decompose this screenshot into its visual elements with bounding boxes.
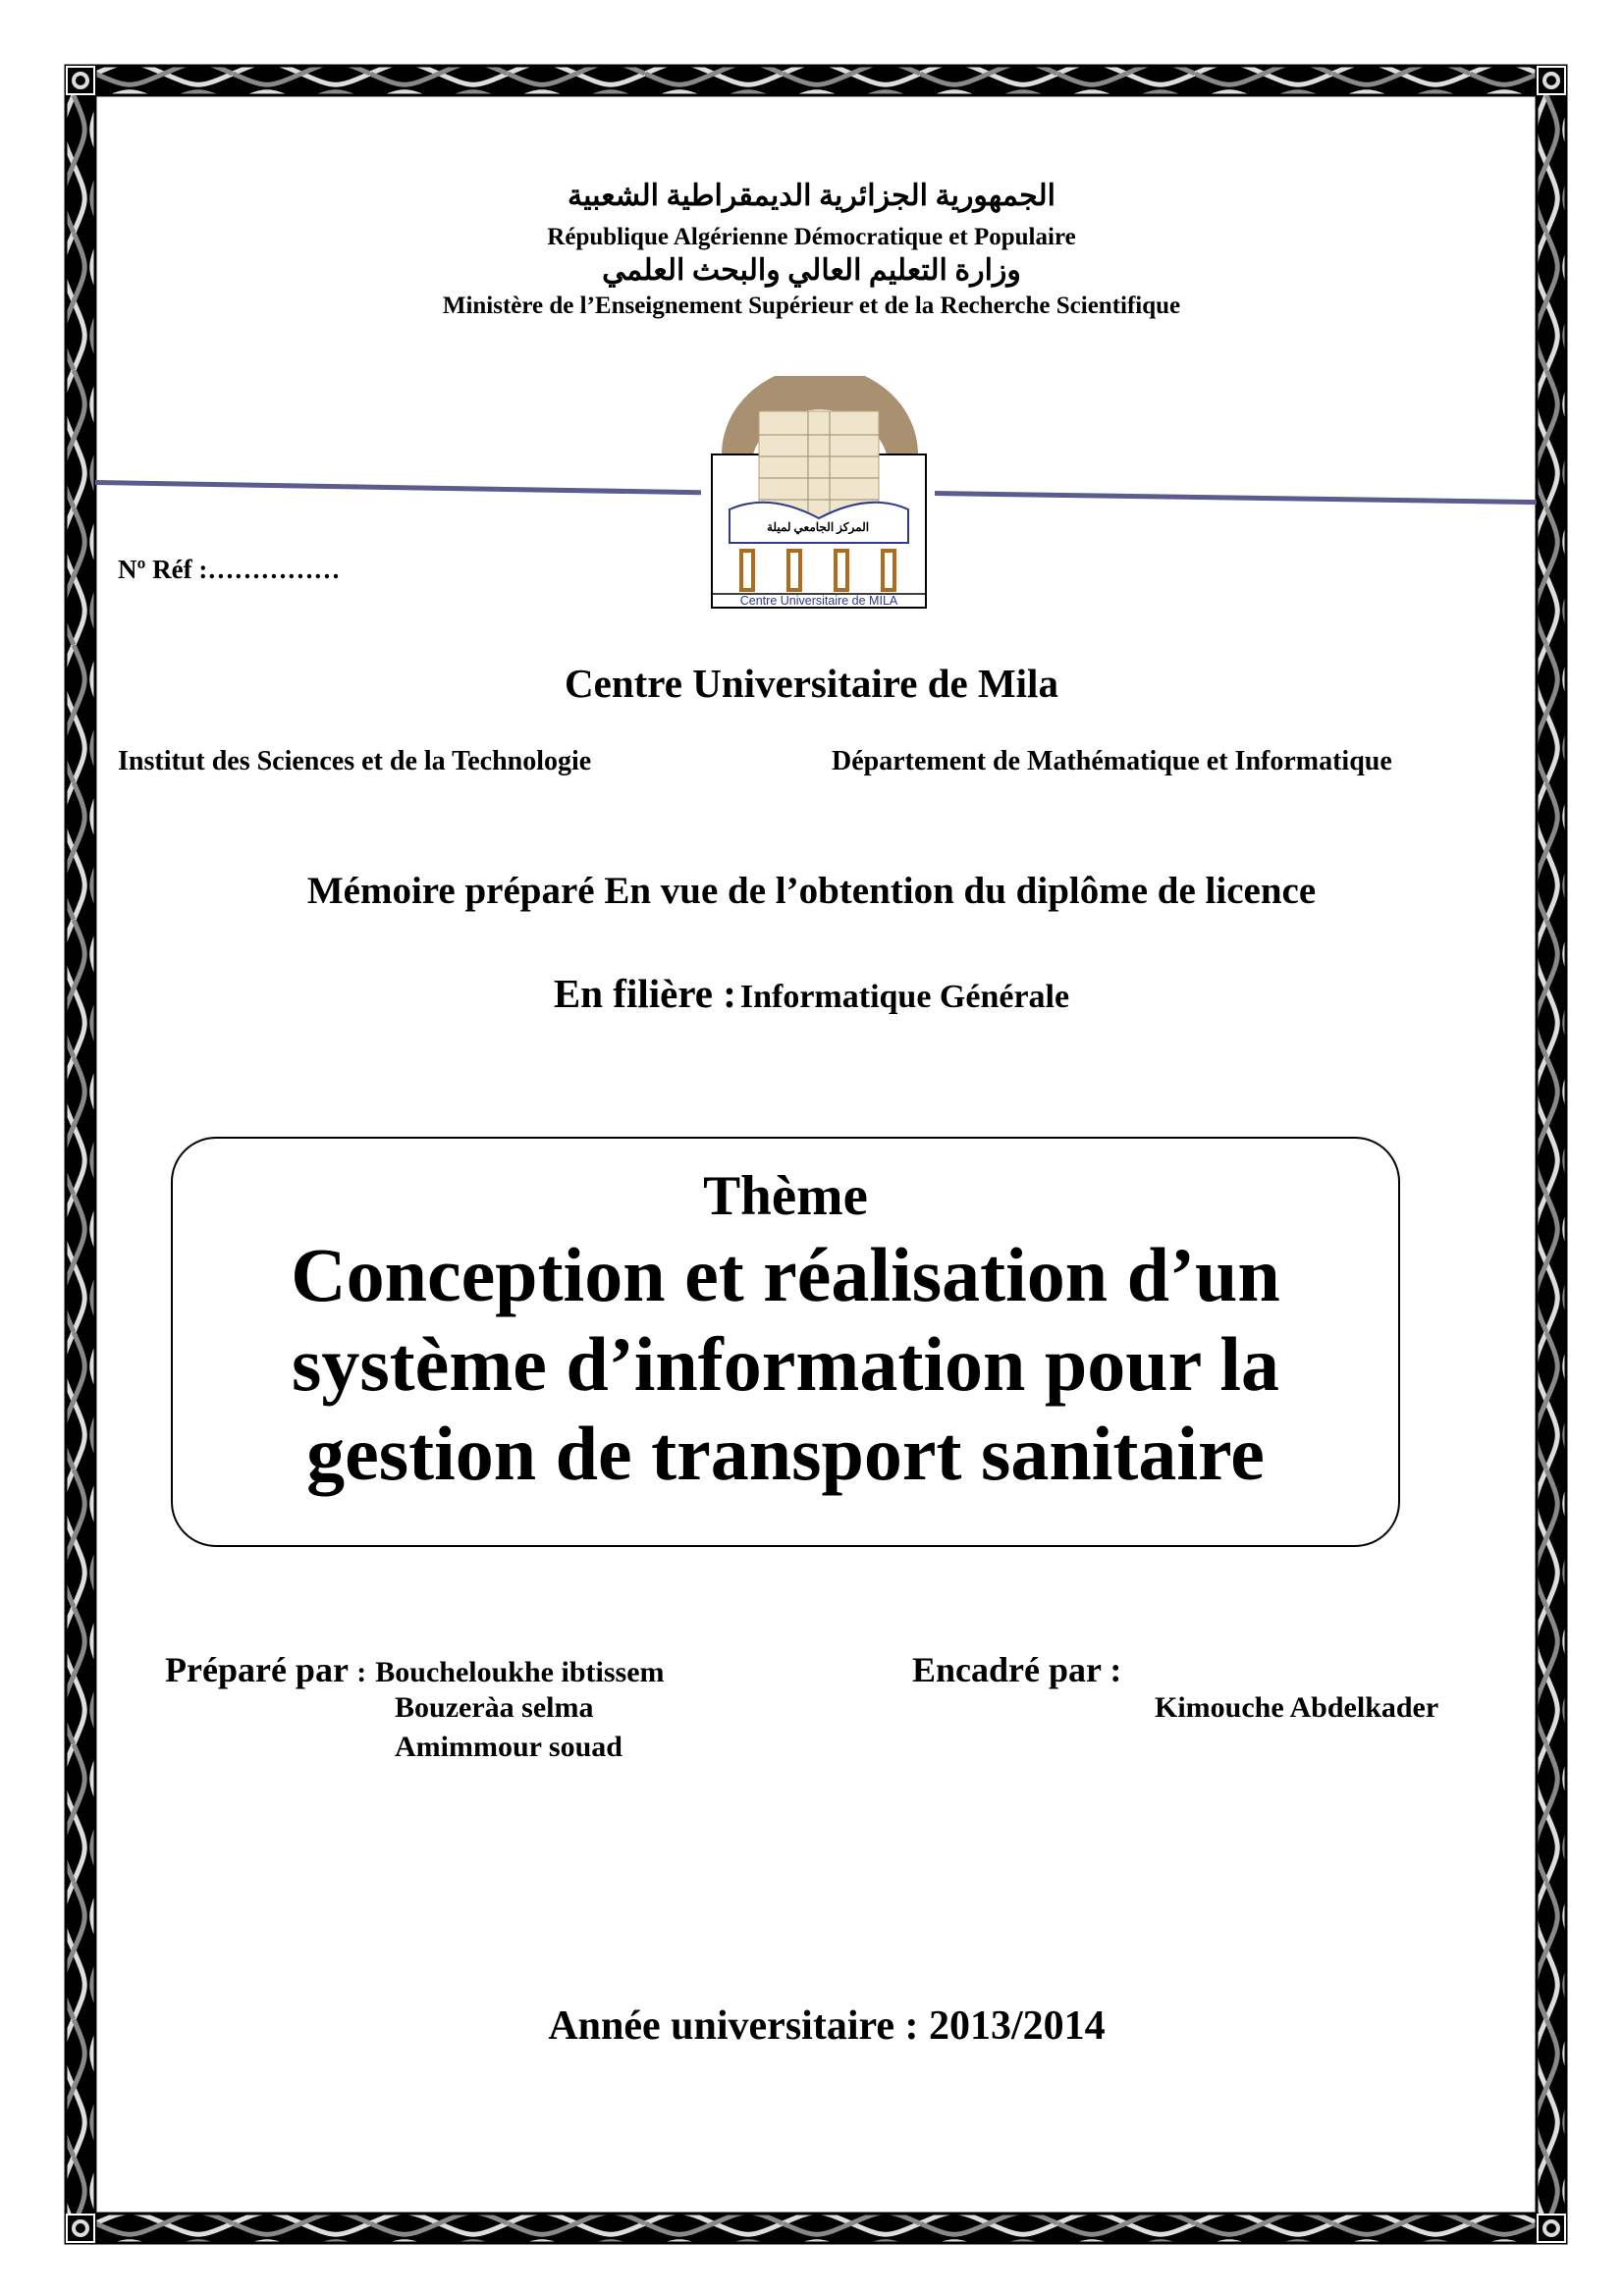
filiere-label: En filière : xyxy=(553,971,736,1016)
theme-title-line: gestion de transport sanitaire xyxy=(306,1411,1265,1496)
theme-title-line: Conception et réalisation d’un xyxy=(291,1232,1280,1317)
student-name: Bouzeràa selma xyxy=(395,1691,594,1724)
logo-caption: Centre Universitaire de MILA xyxy=(739,594,898,608)
reference-number: Nº Réf :…………… xyxy=(118,555,341,584)
prepared-by-label: Préparé par xyxy=(165,1650,349,1689)
theme-title-line: système d’information pour la xyxy=(291,1321,1280,1407)
supervisor-name: Kimouche Abdelkader xyxy=(1155,1691,1439,1724)
arabic-ministry-heading: وزارة التعليم العالي والبحث العلمي xyxy=(602,254,1021,287)
theme-label: Thème xyxy=(703,1165,868,1227)
memoire-statement: Mémoire préparé En vue de l’obtention du diplôme de licence xyxy=(306,870,1317,912)
filiere-value: Informatique Générale xyxy=(739,979,1070,1015)
student-name: Amimmour souad xyxy=(395,1731,622,1763)
theme-title xyxy=(171,1230,1400,1498)
supervised-by-label: Encadré par : xyxy=(912,1650,1122,1689)
logo-arabic-text: المركز الجامعي لميلة xyxy=(766,520,870,534)
prepared-by-separator: : xyxy=(356,1656,367,1688)
filiere-line xyxy=(0,970,1623,1017)
institute-name: Institut des Sciences et de la Technologie xyxy=(118,746,592,776)
ministry-heading: Ministère de l’Enseignement Supérieur et de la Recherche Scientifique xyxy=(442,293,1181,319)
logo-graphic xyxy=(710,376,928,612)
academic-year: Année universitaire : 2013/2014 xyxy=(548,2003,1106,2049)
republic-heading: République Algérienne Démocratique et Populaire xyxy=(547,224,1076,250)
prepared-by-line xyxy=(165,1649,665,1690)
arabic-republic-heading: الجمهورية الجزائرية الديمقراطية الشعبية xyxy=(568,180,1055,212)
department-name: Département de Mathématique et Informatique xyxy=(832,746,1392,776)
university-logo xyxy=(710,376,928,612)
institution-name: Centre Universitaire de Mila xyxy=(565,661,1058,706)
student-name: Boucheloukhe ibtissem xyxy=(375,1656,665,1688)
